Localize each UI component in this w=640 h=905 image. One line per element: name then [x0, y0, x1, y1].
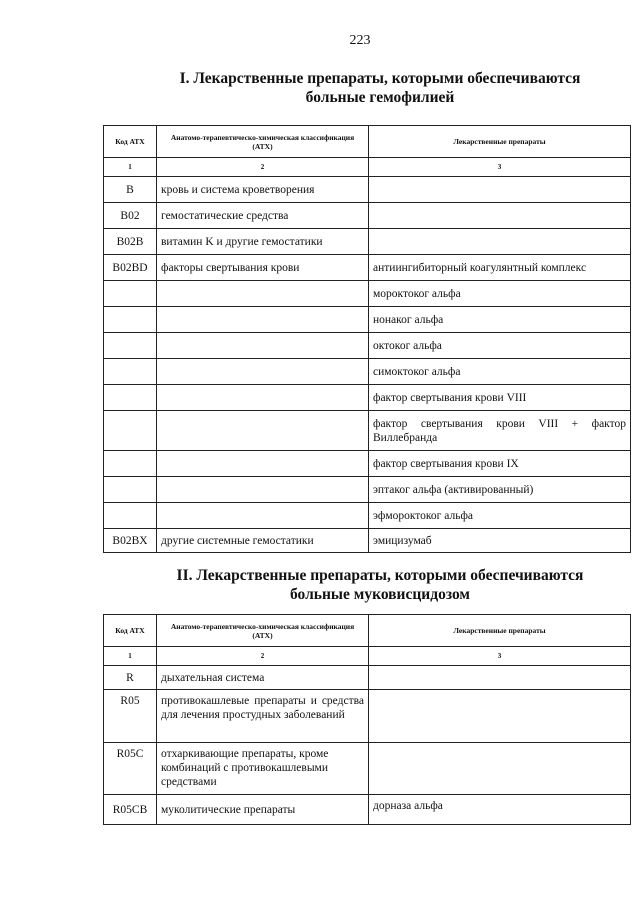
- table-header-row: [104, 615, 631, 647]
- column-number: 2: [157, 647, 369, 666]
- table-row: [104, 411, 631, 451]
- table-row: [104, 503, 631, 529]
- table-row: [104, 307, 631, 333]
- table-row: [104, 333, 631, 359]
- drug-name: эмицизумаб: [369, 529, 631, 553]
- drug-name: [369, 743, 631, 795]
- column-number: 3: [369, 647, 631, 666]
- drug-name: фактор свертывания крови VIII + фактор Виллебранда: [369, 411, 631, 451]
- atx-code: [104, 385, 157, 411]
- atx-classification: противокашлевые препараты и средства для лечения простудных заболеваний: [157, 690, 369, 743]
- header-atx-code: Код АТХ: [104, 126, 157, 158]
- atx-code: [104, 333, 157, 359]
- atx-code: B02B: [104, 229, 157, 255]
- table-row: [104, 451, 631, 477]
- atx-code: [104, 411, 157, 451]
- atx-classification: гемостатические средства: [157, 203, 369, 229]
- section-2-title-line-1: II. Лекарственные препараты, которыми обеспечиваются: [176, 567, 584, 584]
- table-row: [104, 529, 631, 553]
- drug-name: антиингибиторный коагулянтный комплекс: [369, 255, 631, 281]
- section-1-title-line-2: больные гемофилией: [305, 89, 455, 106]
- atx-classification: [157, 281, 369, 307]
- drug-name: симоктоког альфа: [369, 359, 631, 385]
- header-atx-code: Код АТХ: [104, 615, 157, 647]
- atx-code: [104, 359, 157, 385]
- drug-name: [369, 203, 631, 229]
- section-1-title-line-1: I. Лекарственные препараты, которыми обеспечиваются: [179, 70, 581, 87]
- drug-name: эфмороктоког альфа: [369, 503, 631, 529]
- table-row: [104, 477, 631, 503]
- atx-code: R: [104, 666, 157, 690]
- table-row: [104, 203, 631, 229]
- drug-name: мороктоког альфа: [369, 281, 631, 307]
- header-atx-classification: Анатомо-терапевтическо-химическая классификация (АТХ): [157, 126, 369, 158]
- table-row: [104, 177, 631, 203]
- atx-classification: отхаркивающие препараты, кроме комбинаций с противокашлевыми средствами: [157, 743, 369, 795]
- atx-code: [104, 503, 157, 529]
- table-row: [104, 359, 631, 385]
- atx-code: R05C: [104, 743, 157, 795]
- table-row: [104, 743, 631, 795]
- atx-classification: [157, 359, 369, 385]
- atx-code: [104, 281, 157, 307]
- section-2-title-line-2: больные муковисцидозом: [290, 586, 470, 603]
- atx-code: [104, 477, 157, 503]
- atx-code: B02BX: [104, 529, 157, 553]
- drug-name: фактор свертывания крови VIII: [369, 385, 631, 411]
- drug-name: октоког альфа: [369, 333, 631, 359]
- atx-code: B02BD: [104, 255, 157, 281]
- drug-name: [369, 690, 631, 743]
- header-atx-classification: Анатомо-терапевтическо-химическая классификация (АТХ): [157, 615, 369, 647]
- atx-code: R05CB: [104, 795, 157, 825]
- atx-classification: кровь и система кроветворения: [157, 177, 369, 203]
- drug-name: [369, 666, 631, 690]
- atx-classification: дыхательная система: [157, 666, 369, 690]
- drug-name: [369, 229, 631, 255]
- page-number: 223: [349, 33, 371, 48]
- atx-classification: другие системные гемостатики: [157, 529, 369, 553]
- atx-code: [104, 451, 157, 477]
- header-drugs: Лекарственные препараты: [369, 126, 631, 158]
- column-number: 3: [369, 158, 631, 177]
- table-row: [104, 666, 631, 690]
- atx-code: R05: [104, 690, 157, 743]
- atx-code: B02: [104, 203, 157, 229]
- column-number: 2: [157, 158, 369, 177]
- column-number-row: [104, 647, 631, 666]
- column-number: 1: [104, 647, 157, 666]
- header-drugs: Лекарственные препараты: [369, 615, 631, 647]
- drug-name: эптаког альфа (активированный): [369, 477, 631, 503]
- column-number-row: [104, 158, 631, 177]
- table-header-row: [104, 126, 631, 158]
- drug-name: [369, 177, 631, 203]
- drug-name: фактор свертывания крови IX: [369, 451, 631, 477]
- atx-classification: витамин K и другие гемостатики: [157, 229, 369, 255]
- drug-name: нонаког альфа: [369, 307, 631, 333]
- table-row: [104, 385, 631, 411]
- drug-name: дорназа альфа: [369, 795, 631, 825]
- atx-classification: [157, 385, 369, 411]
- cystic-fibrosis-drugs-table: [103, 614, 631, 825]
- hemophilia-drugs-table: [103, 125, 631, 553]
- atx-classification: [157, 307, 369, 333]
- atx-classification: [157, 411, 369, 451]
- atx-classification: [157, 503, 369, 529]
- atx-classification: факторы свертывания крови: [157, 255, 369, 281]
- table-row: [104, 795, 631, 825]
- atx-code: [104, 307, 157, 333]
- atx-code: B: [104, 177, 157, 203]
- table-row: [104, 229, 631, 255]
- atx-classification: [157, 333, 369, 359]
- column-number: 1: [104, 158, 157, 177]
- table-row: [104, 690, 631, 743]
- atx-classification: [157, 477, 369, 503]
- section-1-title: [100, 69, 640, 107]
- atx-classification: [157, 451, 369, 477]
- table-row: [104, 255, 631, 281]
- section-2-title: [100, 566, 640, 604]
- table-row: [104, 281, 631, 307]
- atx-classification: муколитические препараты: [157, 795, 369, 825]
